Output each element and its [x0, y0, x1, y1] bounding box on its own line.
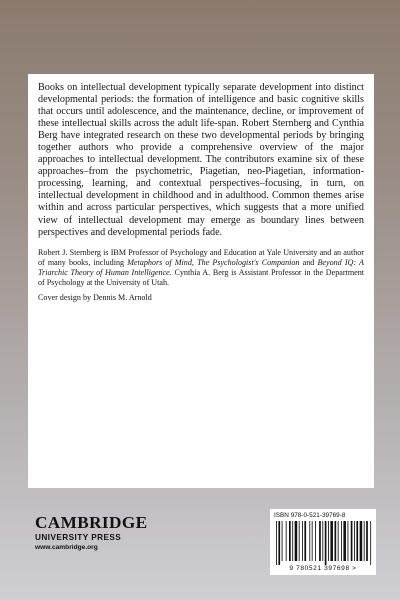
barcode-stripe [286, 521, 287, 561]
cover-design-credit: Cover design by Dennis M. Arnold [38, 292, 152, 302]
barcode-stripe [282, 521, 283, 561]
barcode-stripe [299, 521, 300, 561]
barcode-stripe [289, 521, 291, 561]
barcode-stripe [338, 521, 339, 561]
barcode-stripe [330, 521, 333, 561]
author-bio-sep1: , [191, 257, 198, 267]
back-cover-text-panel [28, 74, 374, 488]
book-title-beyond-iq: Beyond IQ: A Triarchic Theory of Human Intelligence. [38, 257, 364, 277]
barcode-stripe [292, 521, 293, 561]
barcode-stripe [295, 521, 298, 561]
book-title-companion: The Psychologist's Companion [197, 257, 300, 267]
barcode-stripe [351, 521, 353, 561]
barcode-box [270, 509, 376, 575]
barcode-stripe [356, 521, 358, 561]
author-bio [38, 248, 364, 288]
barcode-stripe [312, 521, 313, 561]
barcode-stripe [348, 521, 349, 561]
book-description: Books on intellectual development typically separate development into distinct developmental periods: the formation of intelligence and basic cognitive skills that occurs until adolescence, and the maintenance, decline, or improvement of these intellectual skills across the adult life-span. Robert Sternberg and Cynthia Berg have integrated research on these two developmental periods by bringing together authors who provide a comprehensive overview of the major approaches to intellectual development. The contributors examine six of these approaches–from the psychometric, Piagetian, neo-Piagetian, information-processing, learning, and contextual perspectives–focusing, in turn, on intellectual development in childhood and in adulthood. Common themes arise within and across particular perspectives, which suggests that a more unified view of intellectual development may emerge as boundary lines between perspectives and developmental periods fade. [38, 82, 364, 238]
barcode-stripe [366, 521, 368, 561]
barcode-stripe [325, 521, 327, 565]
barcode-stripe [322, 521, 323, 561]
author-bio-part1: Robert J. Sternberg is IBM Professor of Psychology and Education at Yale University and an author of many books, including [38, 247, 364, 267]
barcode-stripe [335, 521, 337, 561]
publisher-logo [35, 514, 155, 552]
barcode-stripe [354, 521, 355, 561]
barcode-stripe [319, 521, 321, 561]
barcode-stripe [309, 521, 310, 561]
barcode-stripe [328, 521, 329, 561]
barcode-stripe [278, 521, 280, 565]
barcode-stripe [276, 521, 277, 565]
author-bio-sep2: and [299, 257, 318, 267]
barcode-stripe [315, 521, 316, 561]
barcode-stripe [364, 521, 365, 561]
barcode-bars [276, 521, 372, 565]
isbn-label: ISBN 978-0-521-39769-8 [274, 512, 346, 519]
publisher-subtitle: UNIVERSITY PRESS [35, 533, 122, 542]
barcode-number: 9 780521 397698 > [289, 565, 357, 572]
barcode-stripe [370, 521, 371, 565]
barcode-stripe [360, 521, 363, 561]
publisher-name: CAMBRIDGE [35, 513, 148, 532]
barcode-stripe [304, 521, 306, 561]
barcode-stripe [302, 521, 303, 561]
author-bio-part2: Cynthia A. Berg is Assistant Professor in the Department of Psychology at the University of Utah. [38, 267, 364, 287]
barcode-stripe [341, 521, 342, 561]
publisher-url: www.cambridge.org [35, 544, 98, 551]
barcode-stripe [343, 521, 346, 561]
book-title-metaphors: Metaphors of Mind [127, 257, 192, 267]
